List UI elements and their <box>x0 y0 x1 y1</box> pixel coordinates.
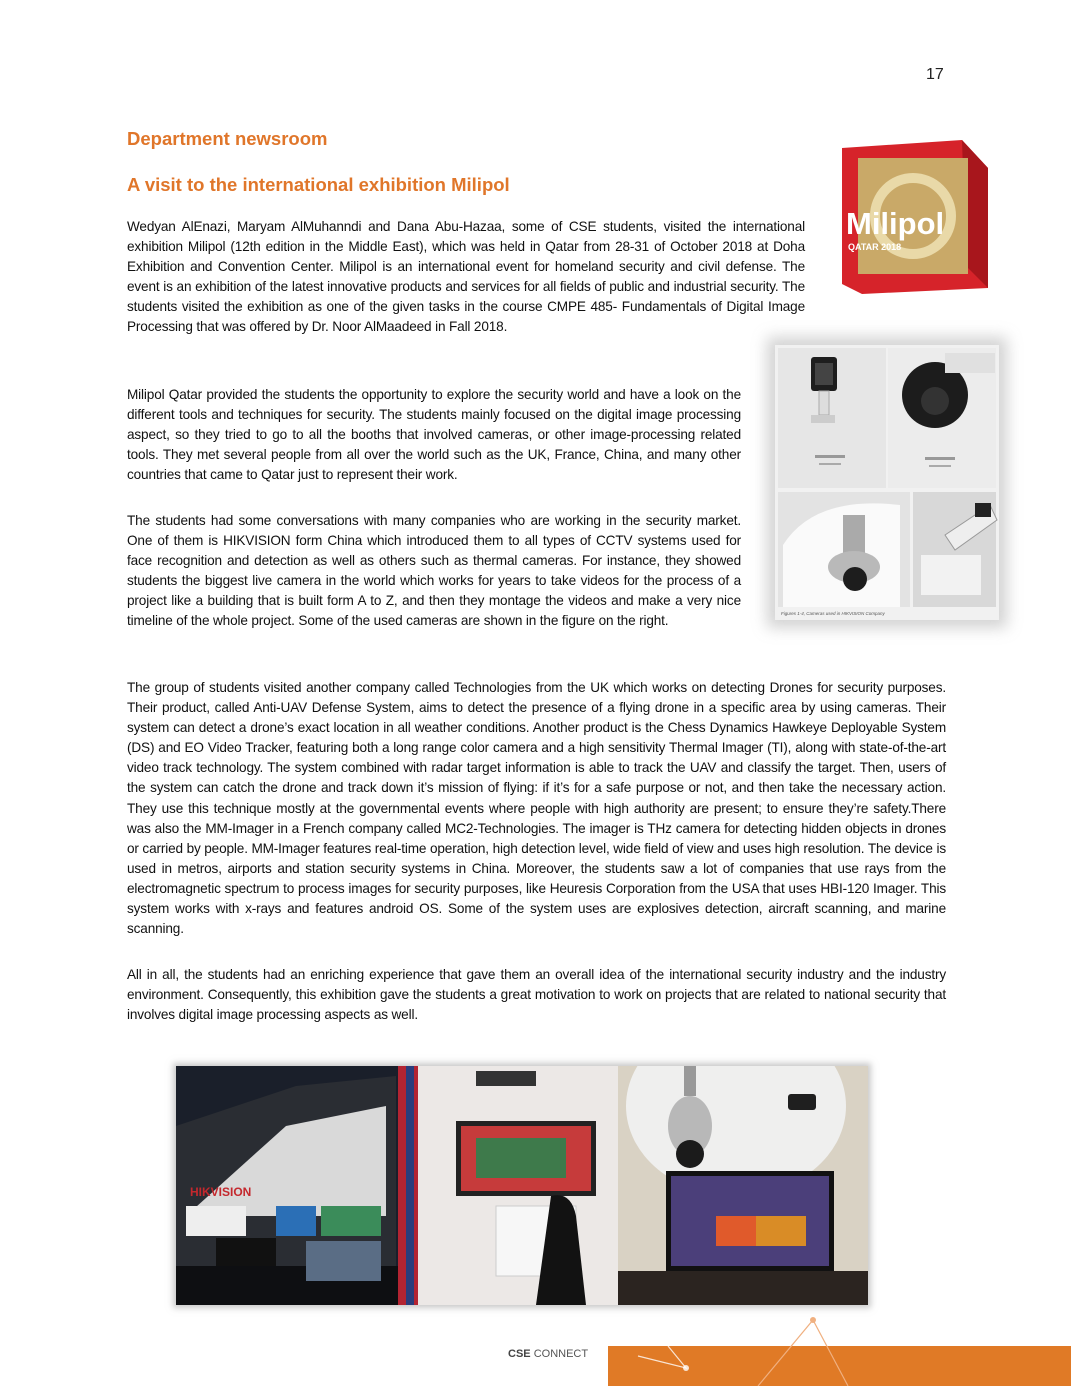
camera-figure <box>775 345 999 620</box>
paragraph-intro: Wedyan AlEnazi, Maryam AlMuhanndi and Dana Abu-Hazaa, some of CSE students, visited the international exhibition Milipol (12th edition in the Middle East), which was held in Qatar from 28-31 of October 2018 at Doha Exhibition and Convention Center. Milipol is an international event for homeland security and civil defense. The event is an exhibition of the latest innovative products and services for all fields of public and industrial security. The students visited the exhibition as one of the given tasks in the course CMPE 485- Fundamentals of Digital Image Processing that was offered by Dr. Noor AlMaadeed in Fall 2018. <box>127 219 805 335</box>
footer-brand-bold: CSE <box>508 1348 531 1360</box>
figure-caption: Figures 1-4, Cameras used in HIKVISION Company <box>781 611 885 616</box>
paragraph-technologies: The group of students visited another company called Technologies from the UK which works on detecting Drones for security purposes. Their product, called Anti-UAV Defense System, aims to detect the presence of a flying drone in a specific area by using cameras. Their system can detect a drone’s exact location in all weather conditions. Another product is the Chess Dynamics Hawkeye Deployable System (DS) and EO Video Tracker, featuring both a long range color camera and a high sensitivity Thermal Imager (TI), along with state-of-the-art video track technology. The system combined with radar target information is able to track the UAV and classify the target. Then, users of the system can catch the drone and track down it’s mission of flying: if it’s for a safe purpose or not, and then take the necessary action. They use this technique mostly at the governmental events where people with high authority are present; to ensure they’re safety.There was also the MM-Imager in a French company called MC2-Technologies. The imager is THz camera for detecting hidden objects in drones or carried by people. MM-Imager features real-time operation, high detection level, wide field of view and uses high resolution. The device is used in metros, airports and station security systems in China. Moreover, the students saw a lot of companies that use rays from the electromagnetic spectrum to process images for security purposes, like Heuresis Corporation from the USA that uses HBI-120 Imager. This system works with x-rays and features android OS. Some of the system uses are explosives detection, aircraft scanning, and marine scanning. <box>127 680 946 937</box>
footer-brand-light: CONNECT <box>533 1348 589 1360</box>
footer-band <box>608 1346 1071 1386</box>
exhibition-photo <box>176 1066 868 1305</box>
article-title: A visit to the international exhibition Milipol <box>127 174 510 195</box>
booth-sign-text: HIKVISION <box>190 1185 252 1199</box>
section-heading: Department newsroom <box>127 128 328 149</box>
paragraph-conclusion: All in all, the students had an enriching experience that gave them an overall idea of the international security industry and the industry environment. Consequently, this exhibition gave the students a great motivation to work on projects that are related to national security that involves digital image processing aspects as well. <box>127 967 946 1023</box>
footer-brand <box>508 1348 588 1360</box>
paragraph-milipol-qatar: Milipol Qatar provided the students the opportunity to explore the security world and have a look on the different tools and techniques for security. The students mainly focused on the digital image processing aspect, so they tried to go to all the booths that involved cameras, or other image-processing related tools. They met several people from all over the world such as the UK, France, China, and many other countries that came to Qatar just to represent their work. <box>127 387 741 483</box>
logo-brand-text: Milipol <box>846 206 945 241</box>
logo-edition-text: QATAR 2018 <box>848 242 902 252</box>
paragraph-hikvision: The students had some conversations with many companies who are working in the security market. One of them is HIKVISION form China which introduced them to all types of CCTV systems used for face recognition and detection as well as others such as thermal cameras. For instance, they showed students the biggest live camera in the world which works for years to take videos for the process of a project like a building that is built form A to Z, and then they montage the videos and make a very nice timeline of the whole project. Some of the used cameras are shown in the figure on the right. <box>127 513 741 629</box>
milipol-logo <box>842 138 988 294</box>
page-number: 17 <box>926 66 944 83</box>
